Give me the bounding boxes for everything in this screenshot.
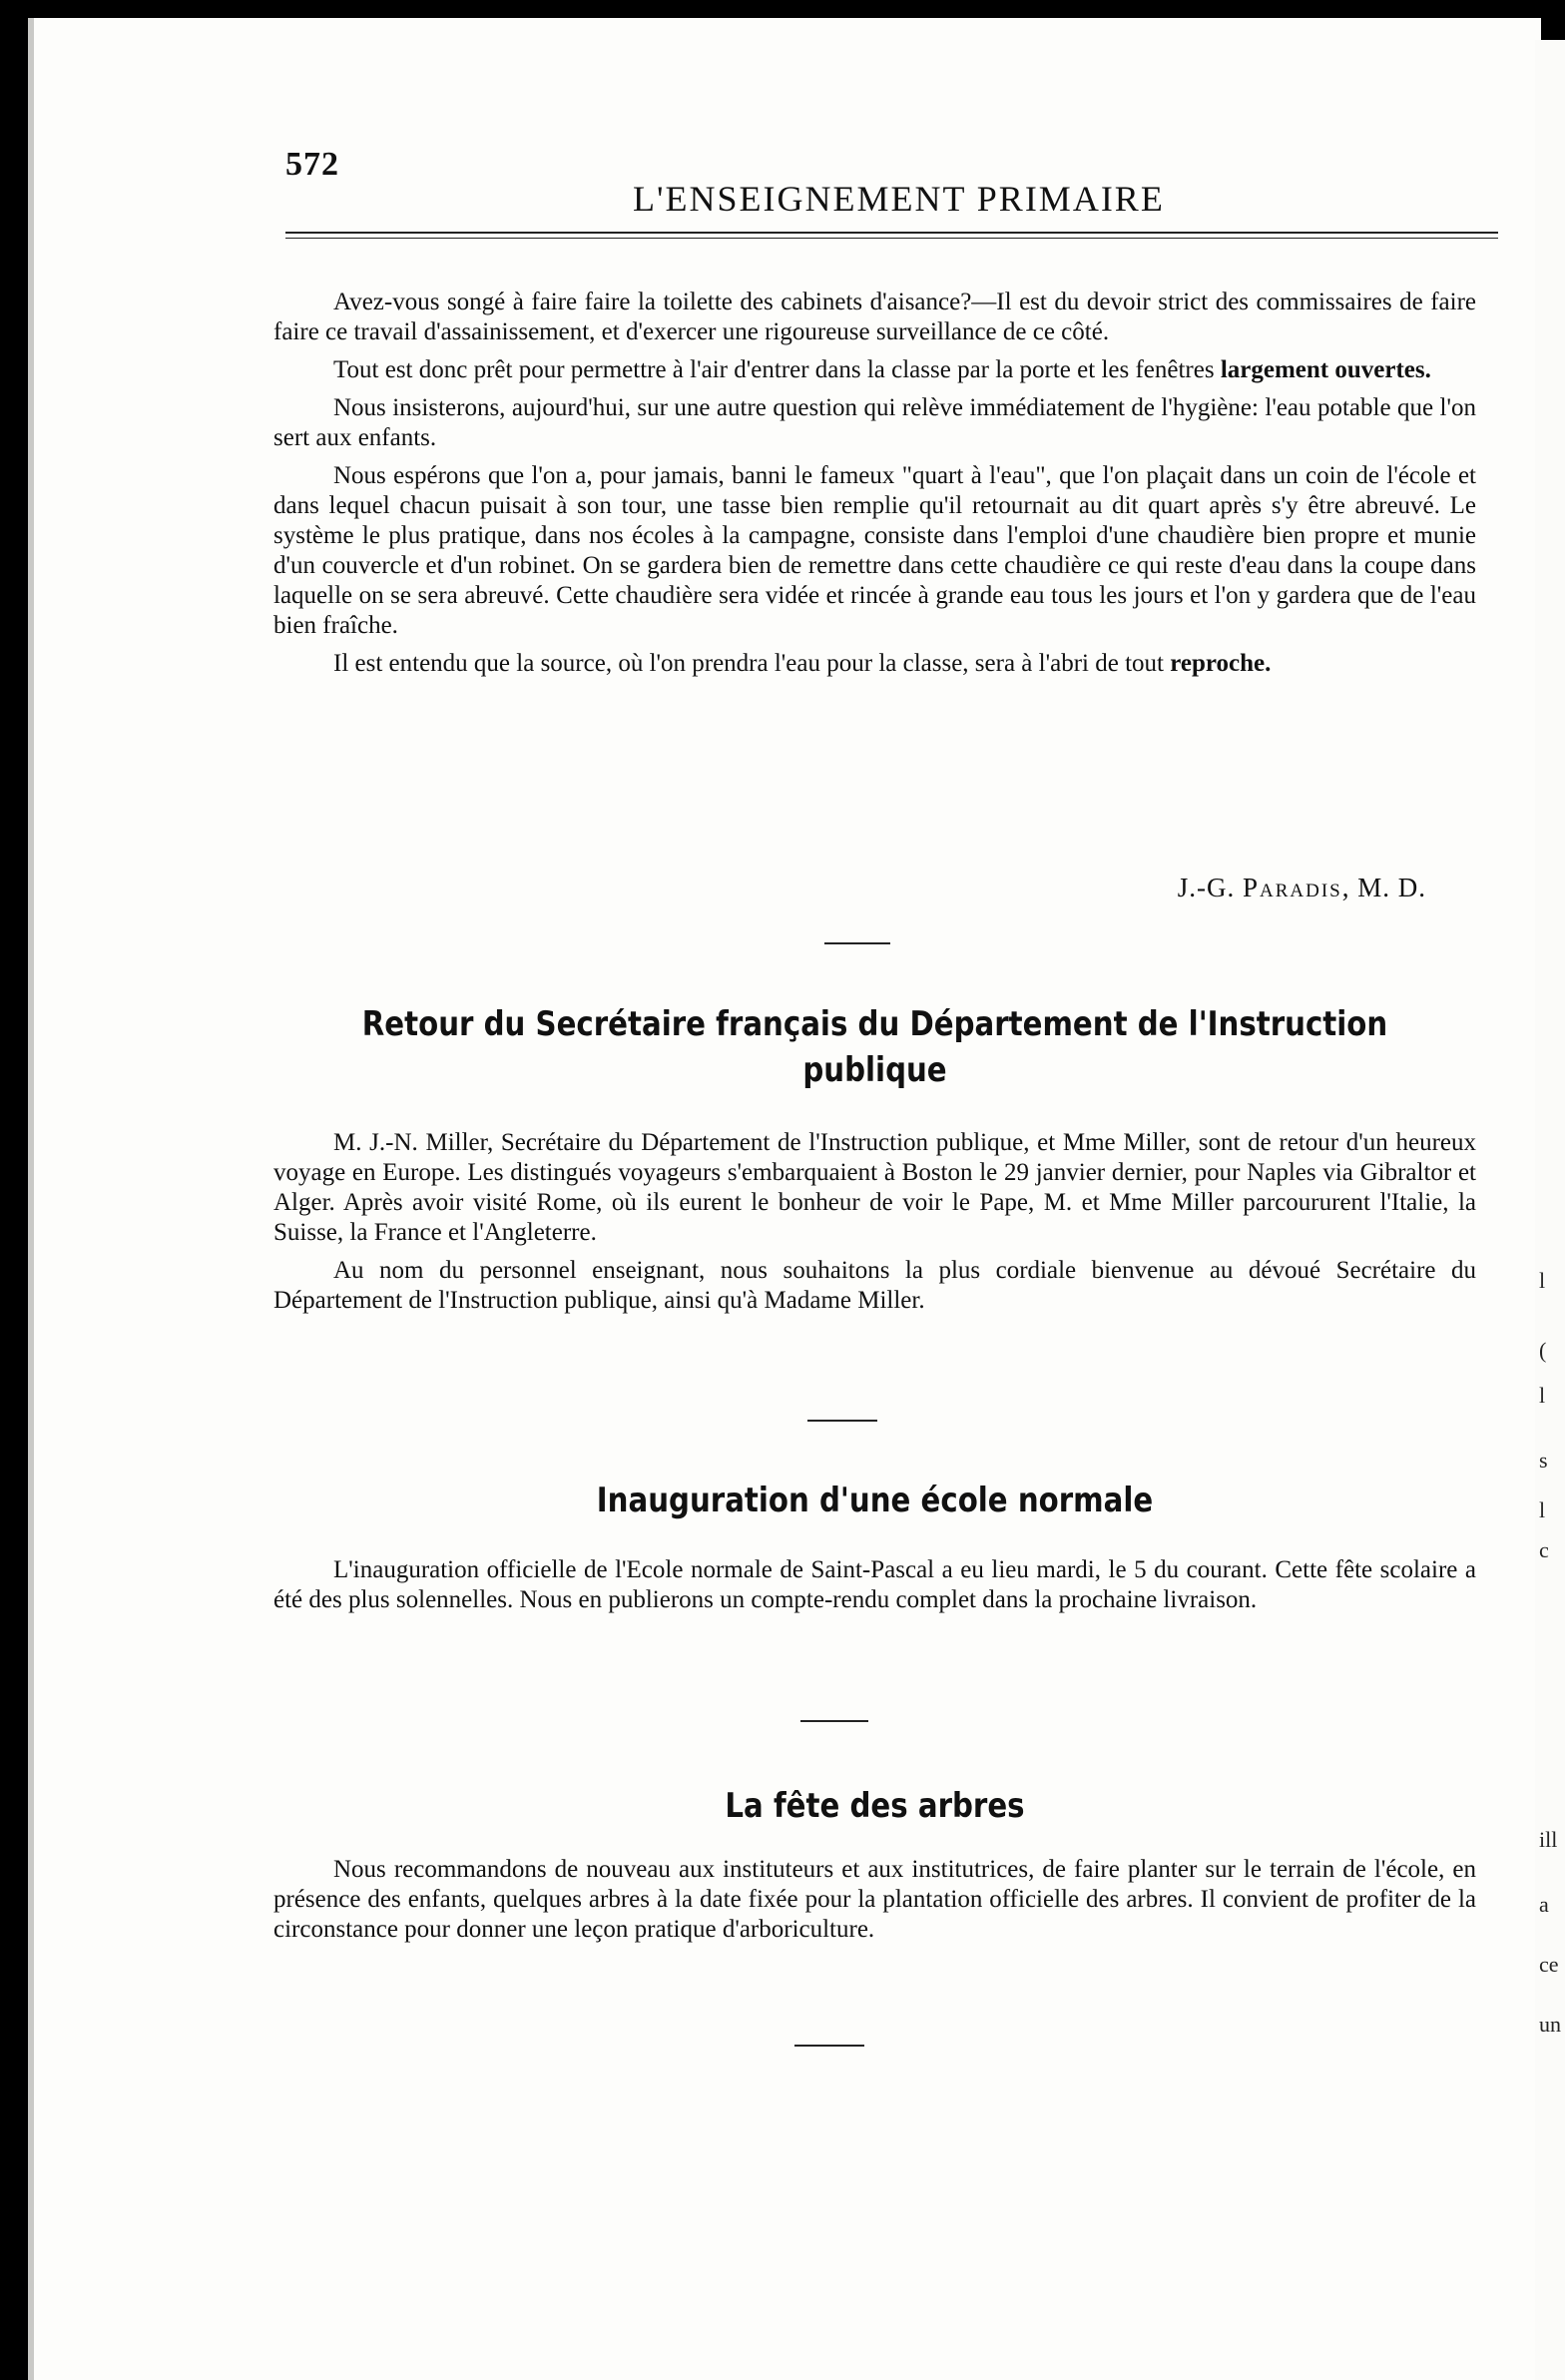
fragment: l: [1539, 1268, 1546, 1293]
fragment: l: [1539, 1497, 1546, 1522]
fragment: un: [1539, 2012, 1561, 2037]
running-title: L'ENSEIGNEMENT PRIMAIRE: [633, 179, 1165, 219]
paragraph-text: Tout est donc prêt pour permettre à l'air d'entrer dans la classe par la porte et les fenêtres: [333, 356, 1215, 383]
fragment: l: [1539, 1383, 1546, 1408]
fragment: s: [1539, 1448, 1548, 1473]
article-secretary-return: [273, 1128, 1476, 1324]
section-divider: [824, 942, 890, 944]
fragment: a: [1539, 1892, 1549, 1917]
fragment: c: [1539, 1537, 1549, 1562]
paragraph: Nous espérons que l'on a, pour jamais, banni le fameux "quart à l'eau", que l'on plaçait dans un coin de l'école et dans lequel chacun puisait à son tour, une tasse bien remplie qu'il retournait au dit quart après s'y être abreuvé. Le système le plus pratique, dans nos écoles à la campagne, consiste dans l'emploi d'une chaudière bien propre et munie d'un couvercle et d'un robinet. On se gardera bien de remettre dans cette chaudière ce qui reste d'eau dans la coupe dans laquelle on se sera abreuvé. Cette chaudière sera vidée et rincée à grande eau tous les jours et l'on y gardera que de l'eau bien fraîche.: [273, 462, 1476, 639]
paragraph-bold-tail: largement ouvertes.: [1220, 356, 1431, 383]
fragment: ill: [1539, 1827, 1558, 1852]
adjacent-page-edge: [1535, 40, 1565, 2380]
section-heading: Inauguration d'une école normale: [596, 1481, 1154, 1520]
signature-suffix: , M. D.: [1341, 873, 1426, 902]
header-rule-bottom: [285, 238, 1498, 239]
paragraph-bold-tail: reproche.: [1170, 650, 1272, 677]
signature-name: Paradis: [1242, 873, 1342, 902]
header-rule-top: [285, 232, 1498, 234]
page-number: 572: [285, 146, 339, 183]
paragraph: [273, 649, 1476, 679]
section-divider: [794, 2045, 864, 2047]
article-hygiene: [273, 288, 1476, 687]
section-heading: Retour du Secrétaire français du Département de l'Instruction publique: [361, 1004, 1388, 1090]
article-ecole-normale: [273, 1555, 1476, 1623]
fragment: ce: [1539, 1952, 1559, 1977]
paragraph: Nous insisterons, aujourd'hui, sur une autre question qui relève immédiatement de l'hygiène: l'eau potable que l'on sert aux enfants.: [273, 394, 1476, 451]
paragraph: Avez-vous songé à faire faire la toilette des cabinets d'aisance?—Il est du devoir strict des commissaires de faire faire ce travail d'assainissement, et d'exercer une rigoureuse surveillance de ce côté.: [273, 289, 1476, 345]
paragraph: Nous recommandons de nouveau aux instituteurs et aux institutrices, de faire planter sur le terrain de l'école, en présence des enfants, quelques arbres à la date fixée pour la plantation officielle des arbres. Il convient de profiter de la circonstance pour donner une leçon pratique d'arboriculture.: [273, 1856, 1476, 1943]
paragraph: L'inauguration officielle de l'Ecole normale de Saint-Pascal a eu lieu mardi, le 5 du courant. Cette fête scolaire a été des plus solennelles. Nous en publierons un compte-rendu complet dans la prochaine livraison.: [273, 1556, 1476, 1613]
signature-initials: J.-G.: [1177, 873, 1243, 902]
signature: [273, 873, 1426, 903]
section-divider: [807, 1420, 877, 1422]
article-fete-des-arbres: [273, 1855, 1476, 1953]
paragraph: Au nom du personnel enseignant, nous souhaitons la plus cordiale bienvenue au dévoué Secrétaire du Département de l'Instruction publique, ainsi qu'à Madame Miller.: [273, 1257, 1476, 1314]
document-page: [28, 18, 1541, 2380]
section-divider: [800, 1720, 868, 1722]
section-heading: La fête des arbres: [725, 1786, 1025, 1826]
paragraph-text: Il est entendu que la source, où l'on prendra l'eau pour la classe, sera à l'abri de tout: [333, 650, 1164, 677]
paragraph: M. J.-N. Miller, Secrétaire du Département de l'Instruction publique, et Mme Miller, sont de retour d'un heureux voyage en Europe. Les distingués voyageurs s'embarquaient à Boston le 29 janvier dernier, pour Naples via Gibraltor et Alger. Après avoir visité Rome, où ils eurent le bonheur de voir le Pape, M. et Mme Miller parcoururent l'Italie, la Suisse, la France et l'Angleterre.: [273, 1129, 1476, 1246]
fragment: (: [1539, 1338, 1547, 1363]
paragraph: [273, 355, 1476, 385]
